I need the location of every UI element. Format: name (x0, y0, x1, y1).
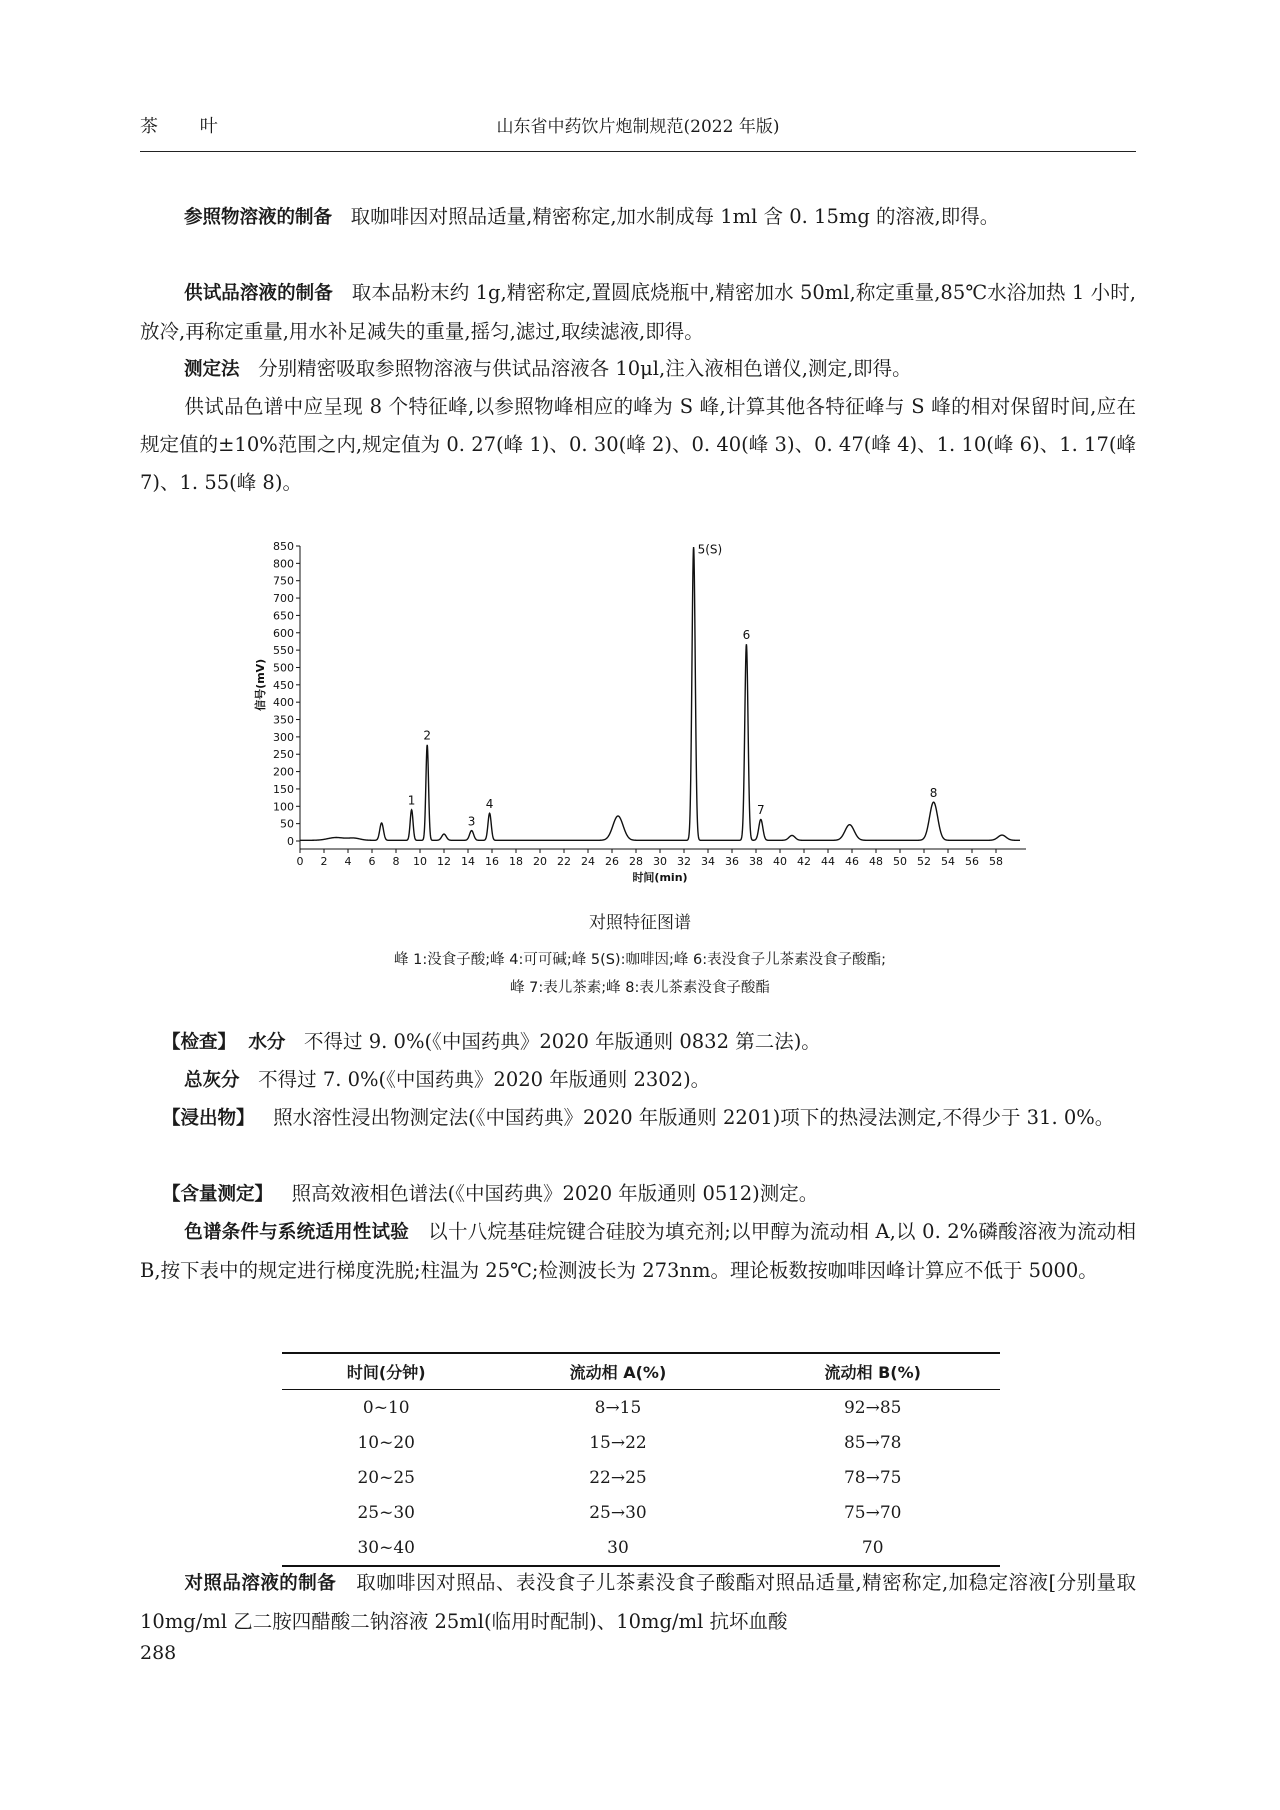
standard-solution-label: 对照品溶液的制备 (184, 1573, 337, 1594)
x-tick-label: 58 (989, 855, 1003, 868)
check-label: 【检查】 (162, 1032, 237, 1053)
y-tick-label: 0 (287, 835, 294, 848)
table-row (282, 1495, 1000, 1530)
y-tick-label: 800 (273, 557, 294, 571)
x-tick-label: 14 (461, 855, 475, 868)
y-tick-label: 100 (273, 800, 294, 814)
ash-label: 总灰分 (184, 1070, 240, 1091)
table-cell: 30 (490, 1530, 745, 1566)
x-tick-label: 28 (629, 855, 643, 868)
y-tick-label: 50 (280, 817, 294, 831)
col-header-time: 时间(分钟) (282, 1353, 490, 1390)
x-tick-label: 16 (485, 855, 499, 868)
y-tick-label: 450 (273, 678, 294, 692)
x-tick-label: 6 (368, 855, 376, 868)
y-tick-label: 150 (273, 782, 294, 796)
standard-solution-text: 取咖啡因对照品、表没食子儿茶素没食子酸酯对照品适量,精密称定,加稳定溶液[分别量取 10mg/ml 乙二胺四醋酸二钠溶液 25ml(临用时配制)、10mg/ml 抗坏血酸 (140, 1571, 1136, 1633)
x-tick-label: 32 (677, 855, 691, 868)
x-tick-label: 30 (653, 855, 667, 868)
y-tick-label: 650 (273, 609, 294, 623)
running-head-title: 山东省中药饮片炮制规范(2022 年版) (496, 117, 780, 137)
y-tick-label: 550 (273, 644, 294, 658)
moisture-text: 不得过 9. 0%(《中国药典》2020 年版通则 0832 第二法)。 (304, 1030, 821, 1053)
figure-note-line-2: 峰 7:表儿茶素;峰 8:表儿茶素没食子酸酯 (510, 980, 770, 996)
ref-solution-paragraph (140, 198, 1136, 237)
assay-paragraph (140, 1175, 1136, 1214)
y-axis-label: 信号(mV) (254, 658, 267, 711)
table-cell: 30~40 (282, 1530, 490, 1566)
y-tick-label: 700 (273, 592, 294, 606)
method-text: 分别精密吸取参照物溶液与供试品溶液各 10μl,注入液相色谱仪,测定,即得。 (258, 357, 912, 380)
x-axis-label: 时间(min) (632, 871, 688, 884)
moisture-label: 水分 (248, 1032, 286, 1053)
peak-label: 3 (467, 814, 476, 829)
y-tick-label: 400 (273, 696, 294, 710)
assay-label: 【含量测定】 (162, 1184, 274, 1205)
extract-paragraph (140, 1099, 1136, 1138)
ash-paragraph (140, 1061, 1136, 1100)
y-tick-label: 600 (273, 626, 294, 640)
y-tick-label: 300 (273, 730, 294, 744)
extract-text: 照水溶性浸出物测定法(《中国药典》2020 年版通则 2201)项下的热浸法测定,不得少于 31. 0%。 (273, 1106, 1115, 1129)
x-tick-label: 56 (965, 855, 979, 868)
table-cell: 22→25 (589, 1467, 647, 1488)
table-row (282, 1425, 1000, 1460)
x-tick-label: 40 (773, 855, 787, 868)
criteria-text: 供试品色谱中应呈现 8 个特征峰,以参照物峰相应的峰为 S 峰,计算其他各特征峰与 S 峰的相对保留时间,应在规定值的±10%范围之内,规定值为 0. 27(峰 1)、0. 30(峰 2)、0. 40(峰 3)、0. 47(峰 4)、1. 10(峰 6)、1. 17(峰 7)、1. 55(峰 8)。 (140, 395, 1136, 494)
ash-text: 不得过 7. 0%(《中国药典》2020 年版通则 2302)。 (258, 1068, 711, 1091)
x-tick-label: 2 (320, 855, 328, 868)
x-tick-label: 44 (821, 855, 835, 868)
x-tick-label: 26 (605, 855, 619, 868)
x-tick-label: 10 (413, 855, 427, 868)
x-tick-label: 20 (533, 855, 547, 868)
table-cell: 75→70 (843, 1502, 902, 1523)
standard-solution-paragraph (140, 1564, 1136, 1641)
x-tick-label: 34 (701, 855, 715, 868)
x-tick-label: 46 (845, 855, 859, 868)
header-rule (140, 151, 1136, 152)
method-paragraph (140, 350, 1136, 389)
gradient-table-header (282, 1353, 1000, 1390)
col-header-phase-b: 流动相 B(%) (745, 1353, 1000, 1390)
table-cell: 8→15 (594, 1397, 642, 1418)
x-tick-label: 36 (725, 855, 739, 868)
table-cell: 20~25 (357, 1467, 415, 1488)
test-solution-text: 取本品粉末约 1g,精密称定,置圆底烧瓶中,精密加水 50ml,称定重量,85℃水浴加热 1 小时,放冷,再称定重量,用水补足减失的重量,摇匀,滤过,取续滤液,即得。 (140, 281, 1136, 343)
table-row (282, 1390, 1000, 1426)
conditions-paragraph (140, 1213, 1136, 1290)
criteria-paragraph (140, 388, 1136, 502)
peak-label: 2 (423, 728, 432, 743)
figure-caption: 对照特征图谱 (589, 913, 691, 933)
peak-label: 5(S) (697, 542, 723, 557)
reference-chromatogram (250, 538, 1030, 888)
ref-solution-text: 取咖啡因对照品适量,精密称定,加水制成每 1ml 含 0. 15mg 的溶液,即得。 (350, 205, 1000, 228)
conditions-label: 色谱条件与系统适用性试验 (184, 1222, 409, 1243)
test-solution-label: 供试品溶液的制备 (184, 283, 333, 304)
table-cell: 25→30 (589, 1502, 647, 1523)
table-cell: 10~20 (357, 1432, 415, 1453)
x-tick-label: 18 (509, 855, 523, 868)
peak-label: 6 (742, 627, 751, 642)
running-head-left: 茶 叶 (140, 116, 236, 137)
x-tick-label: 42 (797, 855, 811, 868)
y-tick-label: 750 (273, 574, 294, 588)
y-tick-label: 350 (273, 713, 294, 727)
ref-solution-label: 参照物溶液的制备 (184, 207, 333, 228)
peak-label: 4 (485, 796, 494, 811)
y-tick-label: 850 (273, 540, 294, 553)
x-tick-label: 22 (557, 855, 571, 868)
x-tick-label: 48 (869, 855, 883, 868)
table-cell: 92→85 (843, 1397, 902, 1418)
page-number: 288 (140, 1642, 177, 1664)
y-tick-label: 200 (273, 765, 294, 779)
x-tick-label: 24 (581, 855, 595, 868)
x-tick-label: 4 (344, 855, 352, 868)
method-label: 测定法 (184, 359, 240, 380)
table-cell: 78→75 (843, 1467, 902, 1488)
running-head (140, 112, 1136, 142)
assay-text: 照高效液相色谱法(《中国药典》2020 年版通则 0512)测定。 (291, 1182, 819, 1205)
table-cell: 0~10 (362, 1397, 410, 1418)
y-tick-label: 500 (273, 661, 294, 675)
extract-label: 【浸出物】 (162, 1108, 255, 1129)
table-row (282, 1460, 1000, 1495)
peak-label: 1 (407, 793, 416, 808)
x-tick-label: 52 (917, 855, 931, 868)
x-tick-label: 12 (437, 855, 451, 868)
table-cell: 85→78 (843, 1432, 902, 1453)
x-tick-label: 54 (941, 855, 955, 868)
conditions-text: 以十八烷基硅烷键合硅胶为填充剂;以甲醇为流动相 A,以 0. 2%磷酸溶液为流动相 B,按下表中的规定进行梯度洗脱;柱温为 25℃;检测波长为 273nm。理论板数按咖啡因峰计算应不低于 5000。 (140, 1220, 1136, 1282)
y-tick-label: 250 (273, 748, 294, 762)
x-tick-label: 38 (749, 855, 763, 868)
figure-note-line-1: 峰 1:没食子酸;峰 4:可可碱;峰 5(S):咖啡因;峰 6:表没食子儿茶素没食子酸酯; (394, 952, 886, 968)
peak-label: 7 (756, 803, 765, 818)
table-row (282, 1530, 1000, 1566)
x-tick-label: 8 (392, 855, 400, 868)
test-solution-paragraph (140, 274, 1136, 351)
gradient-table (282, 1352, 1000, 1567)
peak-label: 8 (929, 785, 938, 800)
table-cell: 70 (745, 1530, 1000, 1566)
col-header-phase-a: 流动相 A(%) (490, 1353, 745, 1390)
table-cell: 25~30 (357, 1502, 415, 1523)
x-tick-label: 0 (296, 855, 304, 868)
table-cell: 15→22 (589, 1432, 647, 1453)
x-tick-label: 50 (893, 855, 907, 868)
check-paragraph (140, 1023, 1136, 1062)
